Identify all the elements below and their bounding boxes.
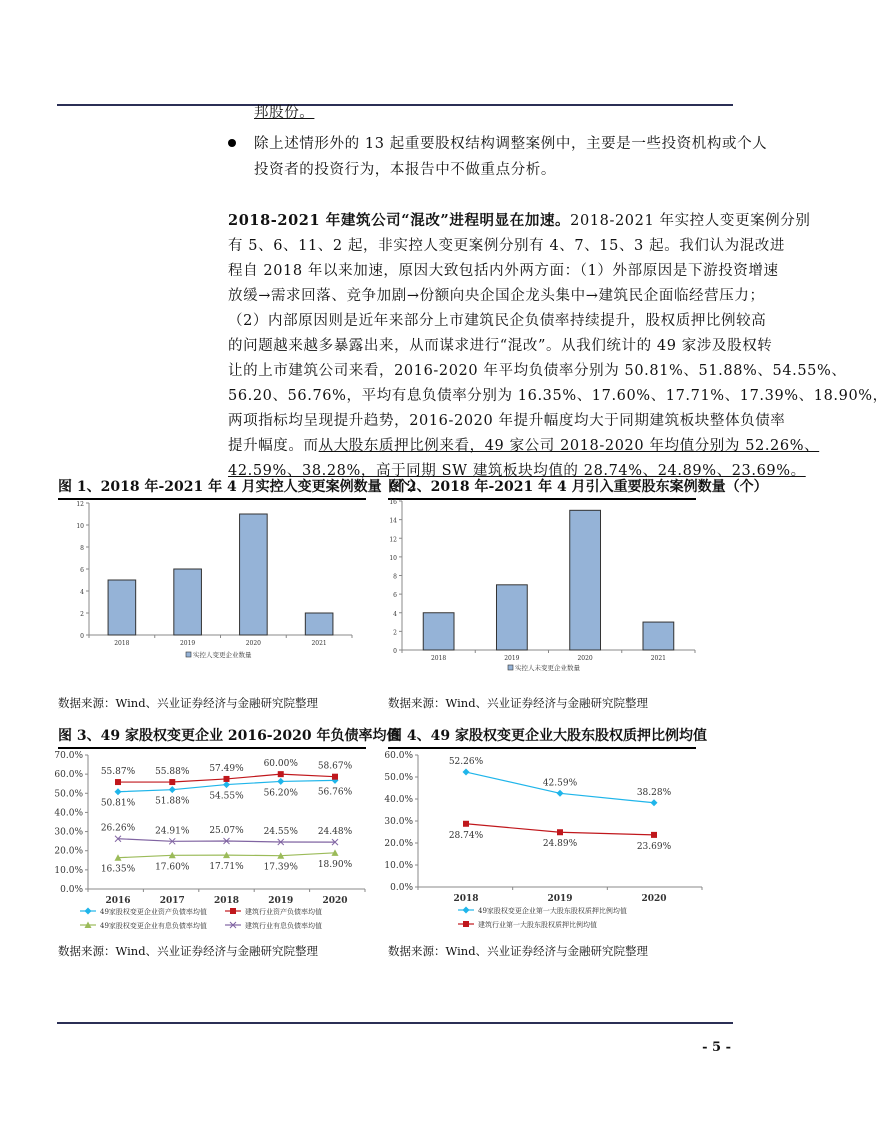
y-tick-label: 60.0% bbox=[384, 751, 413, 761]
square-marker bbox=[651, 832, 657, 838]
y-tick-label: 8 bbox=[80, 545, 84, 552]
data-label: 54.55% bbox=[209, 791, 244, 802]
y-tick-label: 40.0% bbox=[384, 795, 413, 805]
x-tick-label: 2019 bbox=[504, 655, 520, 662]
square-marker bbox=[557, 829, 563, 835]
text-line: 有 5、6、11、2 起，非实控人变更案例分别有 4、7、15、3 起。我们认为混改进 bbox=[228, 238, 785, 254]
x-tick-label: 2020 bbox=[577, 655, 593, 662]
legend-label: 建筑行业第一大股东股权质押比例均值 bbox=[478, 921, 597, 929]
y-tick-label: 0.0% bbox=[60, 885, 83, 895]
y-tick-label: 16 bbox=[389, 499, 397, 506]
y-tick-label: 0.0% bbox=[390, 883, 413, 893]
data-label: 28.74% bbox=[448, 830, 484, 841]
bar bbox=[643, 622, 674, 650]
data-label: 25.07% bbox=[209, 826, 244, 837]
x-tick-label: 2019 bbox=[547, 894, 573, 904]
y-tick-label: 20.0% bbox=[54, 846, 83, 857]
diamond-marker bbox=[463, 907, 470, 914]
y-tick-label: 6 bbox=[80, 567, 84, 574]
y-tick-label: 0 bbox=[80, 633, 84, 640]
y-tick-label: 40.0% bbox=[54, 808, 83, 819]
page-number: - 5 - bbox=[702, 1040, 731, 1055]
y-tick-label: 0 bbox=[393, 648, 397, 655]
figure-source: 数据来源：Wind、兴业证券经济与金融研究院整理 bbox=[58, 696, 319, 710]
y-tick-label: 10 bbox=[76, 523, 84, 530]
legend-swatch bbox=[508, 665, 513, 670]
figure-title: 图 1、2018 年-2021 年 4 月实控人变更案例数量（个） bbox=[58, 476, 366, 500]
square-marker bbox=[115, 779, 121, 785]
data-label: 60.00% bbox=[263, 759, 298, 770]
legend-label: 49家股权变更企业有息负债率均值 bbox=[100, 922, 207, 930]
y-tick-label: 4 bbox=[393, 610, 397, 618]
y-tick-label: 12 bbox=[76, 501, 84, 508]
data-label: 51.88% bbox=[155, 796, 190, 807]
y-tick-label: 30.0% bbox=[384, 817, 413, 827]
diamond-marker bbox=[651, 799, 658, 806]
diamond-marker bbox=[557, 790, 564, 797]
data-label: 52.26% bbox=[448, 757, 484, 768]
data-label: 17.60% bbox=[155, 862, 190, 873]
y-tick-label: 8 bbox=[393, 573, 397, 581]
text-span: 提升幅度。而 bbox=[228, 438, 319, 454]
legend-label: 49家股权变更企业资产负债率均值 bbox=[100, 908, 207, 916]
text-line: 两项指标均呈现提升趋势，2016-2020 年提升幅度均大于同期建筑板块整体负债率 bbox=[228, 413, 786, 429]
paragraph-heading: 2018-2021 年建筑公司“混改”进程明显在加速。 bbox=[228, 212, 571, 229]
y-tick-label: 10.0% bbox=[384, 861, 413, 871]
text-line: 让的上市建筑公司来看，2016-2020 年平均负债率分别为 50.81%、51.88%、54.55%、 bbox=[228, 363, 847, 379]
data-label: 24.89% bbox=[542, 839, 578, 850]
legend-swatch bbox=[186, 652, 191, 657]
figure-title: 图 3、49 家股权变更企业 2016-2020 年负债率均值 bbox=[58, 725, 366, 749]
x-tick-label: 2019 bbox=[268, 896, 294, 906]
diamond-marker bbox=[115, 788, 122, 795]
data-label: 56.20% bbox=[263, 788, 298, 799]
figure-title: 图 4、49 家股权变更企业大股东股权质押比例均值 bbox=[388, 725, 696, 749]
figure-source: 数据来源：Wind、兴业证券经济与金融研究院整理 bbox=[58, 944, 319, 958]
x-tick-label: 2016 bbox=[105, 896, 131, 906]
bar bbox=[174, 569, 202, 635]
y-tick-label: 10 bbox=[389, 554, 397, 562]
diamond-marker bbox=[223, 781, 230, 788]
y-tick-label: 60.0% bbox=[54, 770, 83, 781]
y-tick-label: 30.0% bbox=[54, 827, 83, 838]
x-tick-label: 2020 bbox=[641, 894, 667, 904]
x-tick-label: 2021 bbox=[650, 655, 667, 662]
y-tick-label: 70.0% bbox=[54, 751, 83, 761]
y-tick-label: 2 bbox=[80, 611, 84, 618]
bar bbox=[108, 580, 136, 635]
text-line: 投资者的投资行为，本报告中不做重点分析。 bbox=[254, 162, 556, 178]
x-tick-label: 2021 bbox=[311, 640, 327, 647]
diamond-marker bbox=[169, 786, 176, 793]
y-tick-label: 50.0% bbox=[54, 789, 83, 800]
data-label: 18.90% bbox=[317, 859, 353, 870]
footer-rule bbox=[57, 1022, 733, 1024]
x-tick-label: 2018 bbox=[453, 894, 479, 904]
y-tick-label: 50.0% bbox=[384, 773, 413, 783]
y-tick-label: 10.0% bbox=[54, 865, 83, 876]
text-line: 放缓→需求回落、竞争加剧→份额向央企国企龙头集中→建筑民企面临经营压力； bbox=[228, 288, 765, 304]
data-label: 55.88% bbox=[155, 767, 190, 778]
data-label: 58.67% bbox=[317, 761, 353, 772]
y-tick-label: 6 bbox=[393, 592, 397, 600]
square-marker bbox=[278, 771, 284, 777]
data-label: 56.76% bbox=[317, 787, 353, 798]
legend-label: 实控人变更企业数量 bbox=[193, 651, 252, 659]
legend-label: 建筑行业有息负债率均值 bbox=[245, 922, 322, 930]
y-tick-label: 2 bbox=[393, 629, 397, 637]
y-tick-label: 14 bbox=[389, 517, 397, 525]
x-tick-label: 2018 bbox=[430, 655, 447, 662]
data-label: 42.59% bbox=[542, 778, 578, 789]
x-tick-label: 2018 bbox=[114, 640, 130, 647]
diamond-marker bbox=[463, 769, 470, 776]
figure-source: 数据来源：Wind、兴业证券经济与金融研究院整理 bbox=[388, 944, 649, 958]
data-label: 24.48% bbox=[317, 827, 353, 838]
figure-source: 数据来源：Wind、兴业证券经济与金融研究院整理 bbox=[388, 696, 649, 710]
text-line: 程自 2018 年以来加速，原因大致包括内外两方面：（1）外部原因是下游投资增速 bbox=[228, 263, 779, 279]
data-label: 50.81% bbox=[100, 798, 136, 809]
legend-label: 49家股权变更企业第一大股东股权质押比例均值 bbox=[478, 907, 627, 915]
text-line: （2）内部原因则是近年来部分上市建筑民企负债率持续提升，股权质押比例较高 bbox=[228, 313, 767, 329]
x-tick-label: 2020 bbox=[322, 896, 348, 906]
data-label: 16.35% bbox=[100, 864, 136, 875]
bar bbox=[240, 514, 268, 635]
text-line: 除上述情形外的 13 起重要股权结构调整案例中，主要是一些投资机构或个人 bbox=[254, 136, 768, 152]
square-marker bbox=[224, 776, 230, 782]
square-marker bbox=[169, 779, 175, 785]
text-line: 的问题越来越多暴露出来，从而谋求进行“混改”。从我们统计的 49 家涉及股权转 bbox=[228, 338, 773, 354]
diamond-marker bbox=[277, 778, 284, 785]
data-label: 17.39% bbox=[263, 862, 298, 873]
square-marker bbox=[463, 921, 469, 927]
text-line: 56.20、56.76%，平均有息负债率分别为 16.35%、17.60%、17.71%、17.39%、18.90%， bbox=[228, 388, 888, 404]
data-label: 24.91% bbox=[155, 826, 190, 837]
text-span-underlined: 从大股东质押比例来看，49 家公司 2018-2020 年均值分别为 52.26%、 bbox=[318, 438, 820, 454]
figure-title: 图 2、2018 年-2021 年 4 月引入重要股东案例数量（个） bbox=[388, 476, 696, 500]
square-marker bbox=[332, 774, 338, 780]
diamond-marker bbox=[85, 908, 92, 915]
square-marker bbox=[230, 908, 236, 914]
x-tick-label: 2019 bbox=[179, 640, 196, 647]
y-tick-label: 20.0% bbox=[384, 839, 413, 849]
data-label: 26.26% bbox=[100, 823, 136, 834]
data-label: 55.87% bbox=[100, 767, 136, 778]
data-label: 38.28% bbox=[636, 787, 672, 798]
bar bbox=[496, 585, 527, 650]
legend-label: 实控人未变更企业数量 bbox=[515, 664, 580, 672]
text-span: 2018-2021 年实控人变更案例分别 bbox=[570, 213, 811, 229]
legend-label: 建筑行业资产负债率均值 bbox=[245, 908, 322, 916]
x-tick-label: 2017 bbox=[159, 896, 185, 906]
square-marker bbox=[463, 821, 469, 827]
x-tick-label: 2020 bbox=[245, 640, 262, 647]
data-label: 23.69% bbox=[636, 841, 672, 852]
y-tick-label: 12 bbox=[389, 536, 397, 544]
bar bbox=[305, 613, 333, 635]
text-line: 邦股份。 bbox=[254, 105, 315, 121]
data-label: 57.49% bbox=[209, 763, 244, 774]
data-label: 24.55% bbox=[263, 827, 298, 838]
y-tick-label: 4 bbox=[80, 589, 84, 596]
text-line: 42.59%、38.28%，高于同期 SW 建筑板块均值的 28.74%、24.89%、23.69%。 bbox=[228, 463, 806, 479]
bar bbox=[570, 510, 601, 650]
x-tick-label: 2018 bbox=[213, 896, 240, 906]
bar bbox=[423, 613, 454, 650]
data-label: 17.71% bbox=[209, 862, 244, 873]
